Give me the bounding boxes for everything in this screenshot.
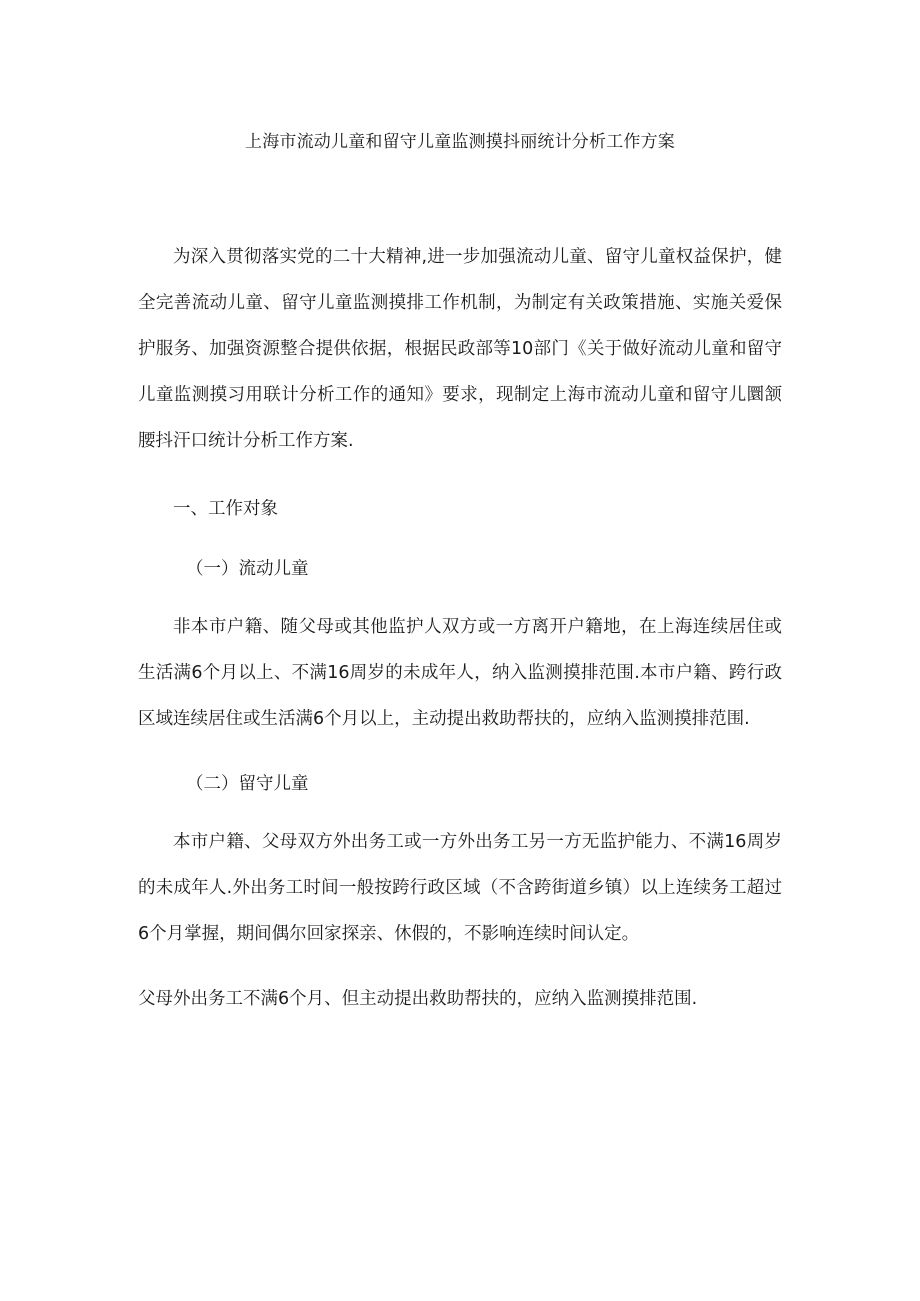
intro-paragraph: 为深入贯彻落实党的二十大精神,进一步加强流动儿童、留守儿童权益保护，健全完善流动儿童、留守儿童监测摸排工作机制，为制定有关政策措施、实施关爱保护服务、加强资源整合提供依据，根据民政部等10部门《关于做好流动儿童和留守儿童监测摸习用联计分析工作的通知》要求，现制定上海市流动儿童和留守儿圜颔腰抖汗口统计分析工作方案. xyxy=(138,247,782,451)
subsection-1-heading: （一）流动儿童 xyxy=(186,559,309,579)
subsection-1-body: 非本市户籍、随父母或其他监护人双方或一方离开户籍地，在上海连续居住或生活满6个月以上、不满16周岁的未成年人，纳入监测摸排范围.本市户籍、跨行政区域连续居住或生活满6个月以上，主动提出救助帮扶的，应纳入监测摸排范围. xyxy=(138,617,782,729)
subsection-2-heading: （二）留守儿童 xyxy=(186,774,309,794)
subsection-2-extra: 父母外出务工不满6个月、但主动提出救助帮扶的，应纳入监测摸排范围. xyxy=(138,989,698,1009)
section-1-heading: 一、工作对象 xyxy=(173,499,278,519)
document-title: 上海市流动儿童和留守儿童监测摸抖丽统计分析工作方案 xyxy=(245,132,675,152)
subsection-2-body: 本市户籍、父母双方外出务工或一方外出务工另一方无监护能力、不满16周岁的未成年人.外出务工时间一般按跨行政区域（不含跨街道乡镇）以上连续务工超过6个月掌握，期间偶尔回家探亲、休假的，不影响连续时间认定。 xyxy=(138,832,782,944)
